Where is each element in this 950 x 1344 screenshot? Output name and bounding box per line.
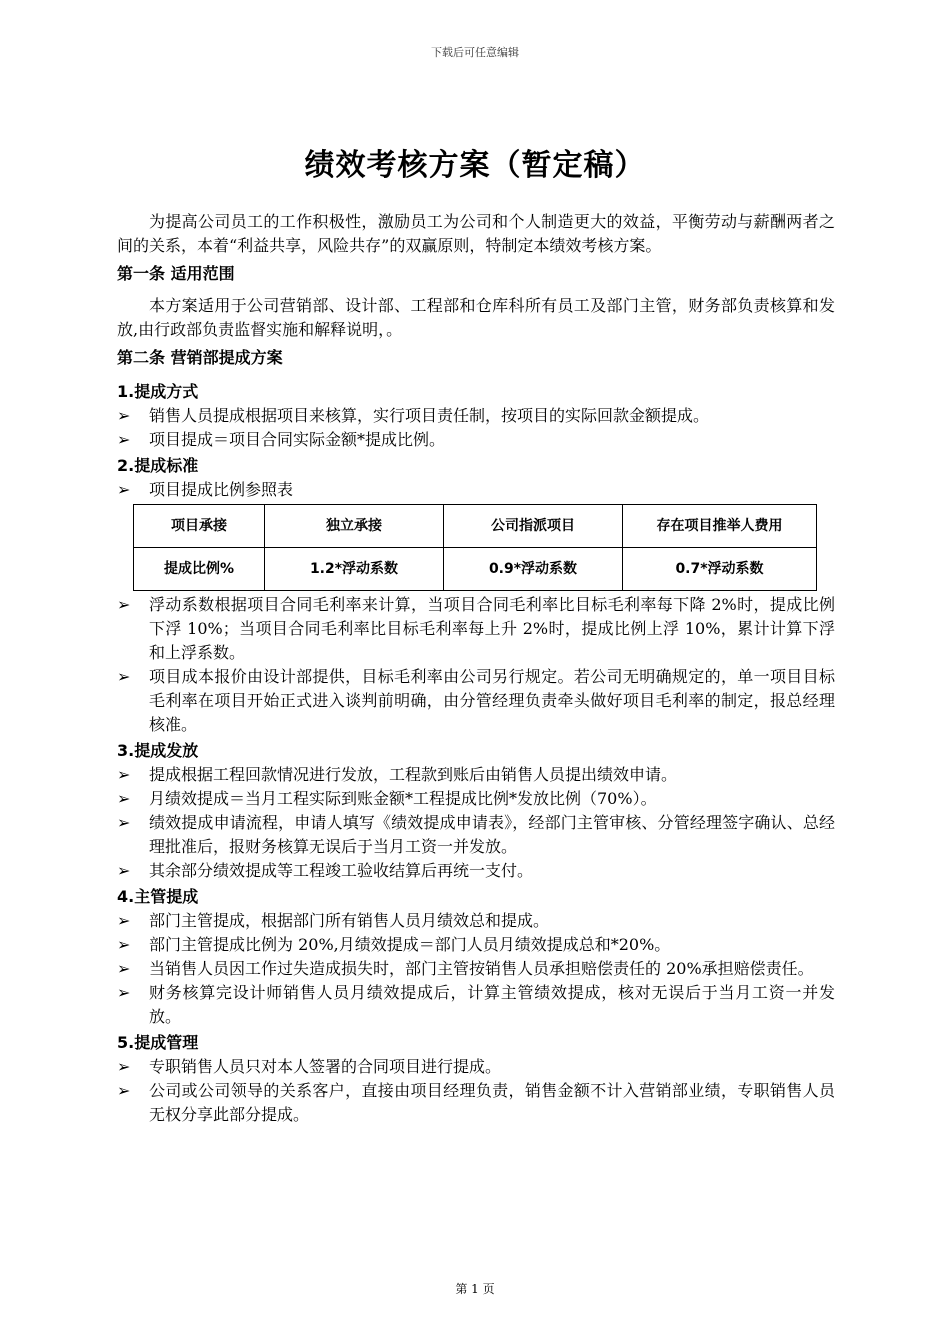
list-item: ➢ 项目提成＝项目合同实际金额*提成比例。 (117, 428, 835, 452)
list-item: ➢ 项目提成比例参照表 (117, 478, 835, 502)
arrow-bullet-icon: ➢ (117, 765, 131, 784)
article-1-text: 本方案适用于公司营销部、设计部、工程部和仓库科所有员工及部门主管，财务部负责核算和发放,由行政部负责监督实施和解释说明，。 (117, 296, 835, 339)
list-item: ➢ 专职销售人员只对本人签署的合同项目进行提成。 (117, 1055, 835, 1079)
section-1-title: 1.提成方式 (117, 382, 199, 401)
section-1-list (117, 404, 835, 452)
list-item: ➢ 浮动系数根据项目合同毛利率来计算，当项目合同毛利率比目标毛利率每下降 2%时，提成比例下浮 10%；当项目合同毛利率比目标毛利率每上升 2%时，提成比例上浮 10%，累计计算下浮和上浮系数。 (117, 595, 835, 662)
section-4-title: 4.主管提成 (117, 887, 199, 906)
arrow-bullet-icon: ➢ (117, 911, 131, 930)
table-cell: 存在项目推举人费用 (623, 505, 817, 548)
list-item: ➢ 财务核算完设计师销售人员月绩效提成后，计算主管绩效提成，核对无误后于当月工资一并发放。 (117, 983, 835, 1026)
arrow-bullet-icon: ➢ (117, 406, 131, 425)
table-cell: 公司指派项目 (444, 505, 623, 548)
table-header-row (134, 505, 817, 548)
table-cell: 独立承接 (265, 505, 444, 548)
list-item: ➢ 公司或公司领导的关系客户，直接由项目经理负责，销售金额不计入营销部业绩，专职销售人员无权分享此部分提成。 (117, 1081, 835, 1124)
arrow-bullet-icon: ➢ (117, 667, 131, 686)
section-5-title: 5.提成管理 (117, 1033, 199, 1052)
article-2-heading: 第二条 营销部提成方案 (117, 348, 283, 367)
arrow-bullet-icon: ➢ (117, 983, 131, 1002)
section-3-title: 3.提成发放 (117, 741, 199, 760)
table-cell: 0.9*浮动系数 (444, 548, 623, 591)
section-2-list-a (117, 478, 835, 502)
arrow-bullet-icon: ➢ (117, 789, 131, 808)
table-cell: 项目承接 (134, 505, 265, 548)
list-item: ➢ 月绩效提成＝当月工程实际到账金额*工程提成比例*发放比例（70%）。 (117, 787, 835, 811)
arrow-bullet-icon: ➢ (117, 959, 131, 978)
list-item: ➢ 项目成本报价由设计部提供，目标毛利率由公司另行规定。若公司无明确规定的，单一项目目标毛利率在项目开始正式进入谈判前明确，由分管经理负责牵头做好项目毛利率的制定，报总经理核准。 (117, 667, 835, 734)
section-2-list-b (117, 593, 835, 737)
list-item: ➢ 部门主管提成，根据部门所有销售人员月绩效总和提成。 (117, 909, 835, 933)
arrow-bullet-icon: ➢ (117, 1057, 131, 1076)
list-item: ➢ 销售人员提成根据项目来核算，实行项目责任制，按项目的实际回款金额提成。 (117, 404, 835, 428)
intro-paragraph: 为提高公司员工的工作积极性，激励员工为公司和个人制造更大的效益，平衡劳动与薪酬两者之间的关系，本着“利益共享，风险共存”的双赢原则，特制定本绩效考核方案。 (117, 212, 835, 255)
section-3-list (117, 763, 835, 883)
document-body (117, 210, 835, 1127)
list-item: ➢ 绩效提成申请流程，申请人填写《绩效提成申请表》，经部门主管审核、分管经理签字确认、总经理批准后，报财务核算无误后于当月工资一并发放。 (117, 813, 835, 856)
list-item: ➢ 部门主管提成比例为 20%,月绩效提成＝部门人员月绩效提成总和*20%。 (117, 933, 835, 957)
header-note: 下载后可任意编辑 (431, 46, 519, 59)
page-number: 第 1 页 (455, 1282, 495, 1296)
section-4-list (117, 909, 835, 1029)
table-cell: 1.2*浮动系数 (265, 548, 444, 591)
table-cell: 提成比例% (134, 548, 265, 591)
commission-ratio-table (133, 504, 817, 591)
table-row (134, 548, 817, 591)
arrow-bullet-icon: ➢ (117, 430, 131, 449)
arrow-bullet-icon: ➢ (117, 1081, 131, 1100)
arrow-bullet-icon: ➢ (117, 595, 131, 614)
arrow-bullet-icon: ➢ (117, 861, 131, 880)
table-cell: 0.7*浮动系数 (623, 548, 817, 591)
list-item: ➢ 其余部分绩效提成等工程竣工验收结算后再统一支付。 (117, 859, 835, 883)
section-2-title: 2.提成标准 (117, 456, 199, 475)
section-5-list (117, 1055, 835, 1127)
arrow-bullet-icon: ➢ (117, 480, 131, 499)
article-1-heading: 第一条 适用范围 (117, 264, 235, 283)
arrow-bullet-icon: ➢ (117, 935, 131, 954)
arrow-bullet-icon: ➢ (117, 813, 131, 832)
list-item: ➢ 提成根据工程回款情况进行发放，工程款到账后由销售人员提出绩效申请。 (117, 763, 835, 787)
list-item: ➢ 当销售人员因工作过失造成损失时，部门主管按销售人员承担赔偿责任的 20%承担赔偿责任。 (117, 957, 835, 981)
document-title: 绩效考核方案（暂定稿） (304, 148, 646, 183)
